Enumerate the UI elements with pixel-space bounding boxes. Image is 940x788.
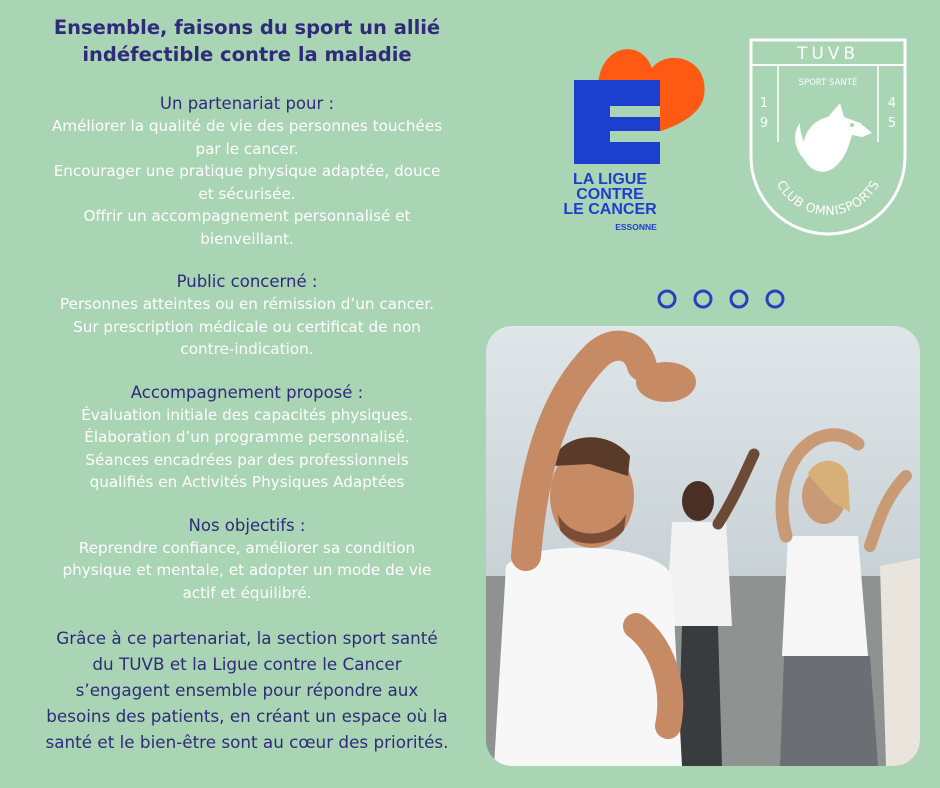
text-column	[8, 10, 486, 755]
ligue-block-icon	[574, 80, 660, 164]
tuvb-club: CLUB OMNISPORTS	[773, 177, 883, 219]
section-line: Évaluation initiale des capacités physiques.	[81, 405, 413, 424]
section-line: physique et mentale, et adopter un mode de vie	[62, 561, 432, 579]
year-left-2: 9	[759, 116, 769, 131]
closing-line: besoins des patients, en créant un espace où la	[46, 706, 448, 726]
section-heading: Nos objectifs :	[188, 515, 306, 535]
tuvb-name: TUVB	[796, 44, 860, 64]
closing-line: s’engagent ensemble pour répondre aux	[75, 680, 419, 700]
section-0	[8, 93, 486, 250]
section-line: Élaboration d’un programme personnalisé.	[84, 428, 410, 446]
year-right-1: 4	[887, 96, 897, 111]
section-line: qualifiés en Activités Physiques Adaptées	[89, 473, 405, 491]
section-1	[8, 271, 486, 361]
group-stretching-photo	[486, 326, 920, 766]
year-left-1: 1	[759, 96, 769, 111]
ligue-line3: LE CANCER	[563, 201, 657, 218]
page-title: Ensemble, faisons du sport un allié indéfectible contre la maladie	[53, 16, 441, 66]
tuvb-logo	[748, 37, 908, 242]
year-right-2: 5	[887, 116, 897, 131]
sections	[8, 93, 486, 604]
closing-paragraph	[8, 625, 486, 755]
ligue-region: ESSONNE	[615, 222, 657, 232]
section-line: par le cancer.	[195, 139, 299, 158]
section-line: contre-indication.	[180, 340, 314, 358]
closing-line: Grâce à ce partenariat, la section sport santé	[56, 628, 438, 648]
section-heading: Un partenariat pour :	[159, 94, 335, 113]
section-line: bienveillant.	[200, 229, 294, 248]
section-line: Encourager une pratique physique adaptée, douce	[53, 162, 441, 180]
section-line: Améliorer la qualité de vie des personnes touchées	[51, 117, 443, 135]
section-line: Personnes atteintes ou en rémission d’un cancer.	[60, 295, 434, 313]
section-heading: Public concerné :	[176, 272, 318, 291]
ligue-line1: LA LIGUE	[572, 171, 648, 188]
section-line: actif et équilibré.	[182, 583, 312, 602]
closing-line: du TUVB et la Ligue contre le Cancer	[92, 654, 402, 674]
section-line: et sécurisée.	[198, 184, 296, 203]
closing-line: santé et le bien-être sont au cœur des priorités.	[45, 732, 449, 752]
section-line: Séances encadrées par des professionnels	[85, 450, 409, 469]
ligue-line2: CONTRE	[576, 186, 644, 203]
section-line: Offrir un accompagnement personnalisé et	[83, 207, 411, 225]
section-heading: Accompagnement proposé :	[130, 382, 364, 402]
decorative-dots	[655, 288, 795, 310]
section-3	[8, 515, 486, 605]
tuvb-tag: SPORT SANTÉ	[798, 78, 858, 88]
fox-icon	[795, 103, 872, 172]
ligue-contre-le-cancer-logo	[560, 28, 720, 238]
section-2	[8, 382, 486, 494]
section-line: Reprendre confiance, améliorer sa condition	[78, 538, 416, 557]
section-line: Sur prescription médicale ou certificat de non	[73, 317, 421, 336]
